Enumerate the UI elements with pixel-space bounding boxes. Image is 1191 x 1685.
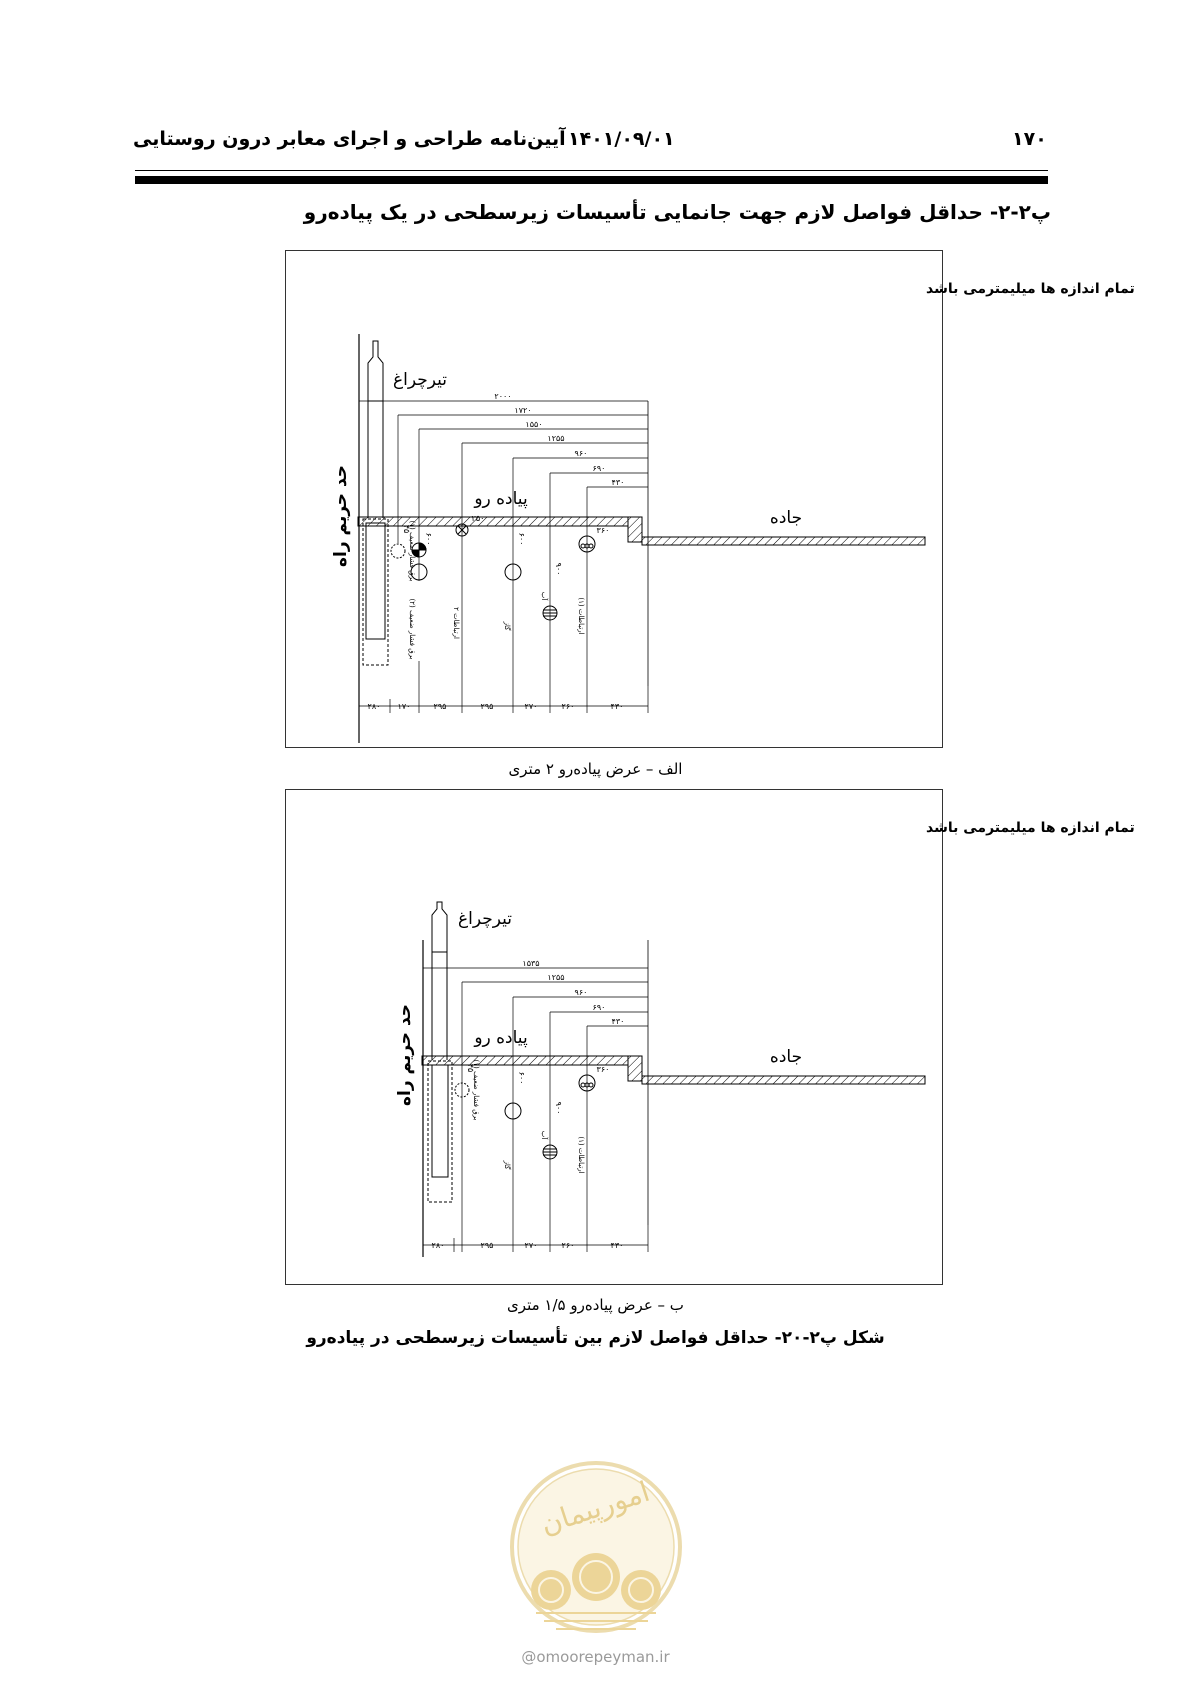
top-dim-3: ۹۶۰ (574, 988, 588, 997)
top-dim-3: ۱۵۵۰ (525, 420, 543, 429)
label-gas: گاز (503, 621, 511, 631)
figure-a (285, 250, 1135, 748)
depth-900: ۹۰۰ (554, 1101, 563, 1115)
top-dim-6: ۶۹۰ (592, 464, 606, 473)
road-limit-label: حد حریم راه (331, 464, 351, 568)
bottom-dim-7: ۴۳۰ (610, 702, 624, 711)
bottom-dim-1: ۲۸۰ (431, 1241, 445, 1250)
top-dim-1: ۲۰۰۰ (494, 392, 512, 401)
units-note: تمام اندازه ها میلیمترمی باشد (926, 281, 1135, 297)
top-dim-1: ۱۵۳۵ (522, 959, 540, 968)
label-telecom-1: ارتباطات (۱) (577, 1136, 585, 1174)
depth-250: ۲۵۰ (471, 514, 485, 523)
figure-caption: شکل پ۲-۲۰- حداقل فواصل لازم بین تأسیسات زیرسطحی در پیاده‌رو (306, 1328, 885, 1348)
watermark-logo (506, 1455, 686, 1645)
bottom-dim-5: ۴۳۰ (610, 1241, 624, 1250)
top-dim-7: ۴۳۰ (611, 478, 625, 487)
label-water: آب (540, 591, 548, 601)
lamp-post (428, 902, 452, 1202)
bottom-dim-2: ۱۷۰ (397, 702, 411, 711)
book-title: آیین‌نامه طراحی و اجرای معابر درون روستایی (133, 128, 566, 150)
sidewalk-slab (358, 517, 628, 526)
road-limit-label: حد حریم راه (395, 1003, 415, 1107)
bottom-dim-6: ۲۶۰ (561, 702, 575, 711)
label-gas: گاز (503, 1160, 511, 1170)
road-slab (642, 1076, 925, 1084)
depth-360: ۳۶۰ (596, 1065, 610, 1074)
bottom-dim-5: ۲۷۰ (524, 702, 538, 711)
top-dim-2: ۱۷۲۰ (514, 406, 532, 415)
depth-900: ۹۰۰ (554, 562, 563, 576)
watermark-site: @omoorepeyman.ir (521, 1648, 670, 1666)
svg-text:امورپیمان: امورپیمان (536, 1474, 654, 1542)
curb (628, 517, 642, 542)
depth-600-a: ۶۰۰ (424, 532, 433, 546)
top-dim-5: ۹۶۰ (574, 449, 588, 458)
bottom-dim-3: ۲۹۵ (433, 702, 447, 711)
depth-45: ۴۵ (466, 1063, 475, 1073)
electric-pipe-1 (391, 544, 405, 558)
bottom-dim-3: ۲۷۰ (524, 1241, 538, 1250)
figure-a-caption: الف – عرض پیاده‌رو ۲ متری (508, 760, 683, 778)
label-telecom-1: ارتباطات (۱) (577, 597, 585, 635)
label-telecom-2: ارتباطات ۲ (452, 607, 460, 639)
header-date: ۱۴۰۱/۰۹/۰۱ (568, 128, 675, 150)
top-dim-2: ۱۲۵۵ (547, 973, 565, 982)
header-rule-thin (135, 170, 1048, 171)
top-dim-4: ۱۲۵۵ (547, 434, 565, 443)
bottom-dim-1: ۲۸۰ (367, 702, 381, 711)
road-slab (642, 537, 925, 545)
top-dim-4: ۶۹۰ (592, 1003, 606, 1012)
section-title: پ۲-۲- حداقل فواصل لازم جهت جانمایی تأسیسات زیرسطحی در یک پیاده‌رو (303, 200, 1051, 224)
lamp-post-label: تیرچراغ (458, 909, 512, 929)
sidewalk-slab (422, 1056, 628, 1065)
bottom-dim-2: ۲۹۵ (480, 1241, 494, 1250)
sidewalk-label: پیاده رو (474, 489, 528, 509)
bottom-dim-4: ۲۹۵ (480, 702, 494, 711)
lamp-post-label: تیرچراغ (393, 370, 447, 390)
bottom-dim-4: ۲۶۰ (561, 1241, 575, 1250)
units-note: تمام اندازه ها میلیمترمی باشد (926, 820, 1135, 836)
road-label: جاده (769, 1047, 803, 1067)
depth-45: ۴۵ (402, 524, 411, 534)
label-electric-2: برق فشار ضعیف (۲) (408, 598, 416, 660)
label-electric-1: برق فشار ضعیف (۱) (472, 1059, 480, 1121)
lamp-post (363, 341, 388, 665)
top-dim-5: ۴۳۰ (611, 1017, 625, 1026)
figure-b-caption: ب – عرض پیاده‌رو ۱/۵ متری (507, 1296, 684, 1314)
sidewalk-label: پیاده رو (474, 1028, 528, 1048)
page-number: ۱۷۰ (1012, 128, 1047, 150)
depth-360: ۳۶۰ (596, 526, 610, 535)
road-label: جاده (769, 508, 803, 528)
figure-b (285, 789, 1135, 1285)
header-rule-thick (135, 176, 1048, 184)
depth-600-b: ۶۰۰ (517, 532, 526, 546)
depth-600: ۶۰۰ (517, 1071, 526, 1085)
label-water: آب (540, 1130, 548, 1140)
label-electric-1: برق فشار ضعیف (۱) (408, 520, 416, 582)
curb (628, 1056, 642, 1081)
